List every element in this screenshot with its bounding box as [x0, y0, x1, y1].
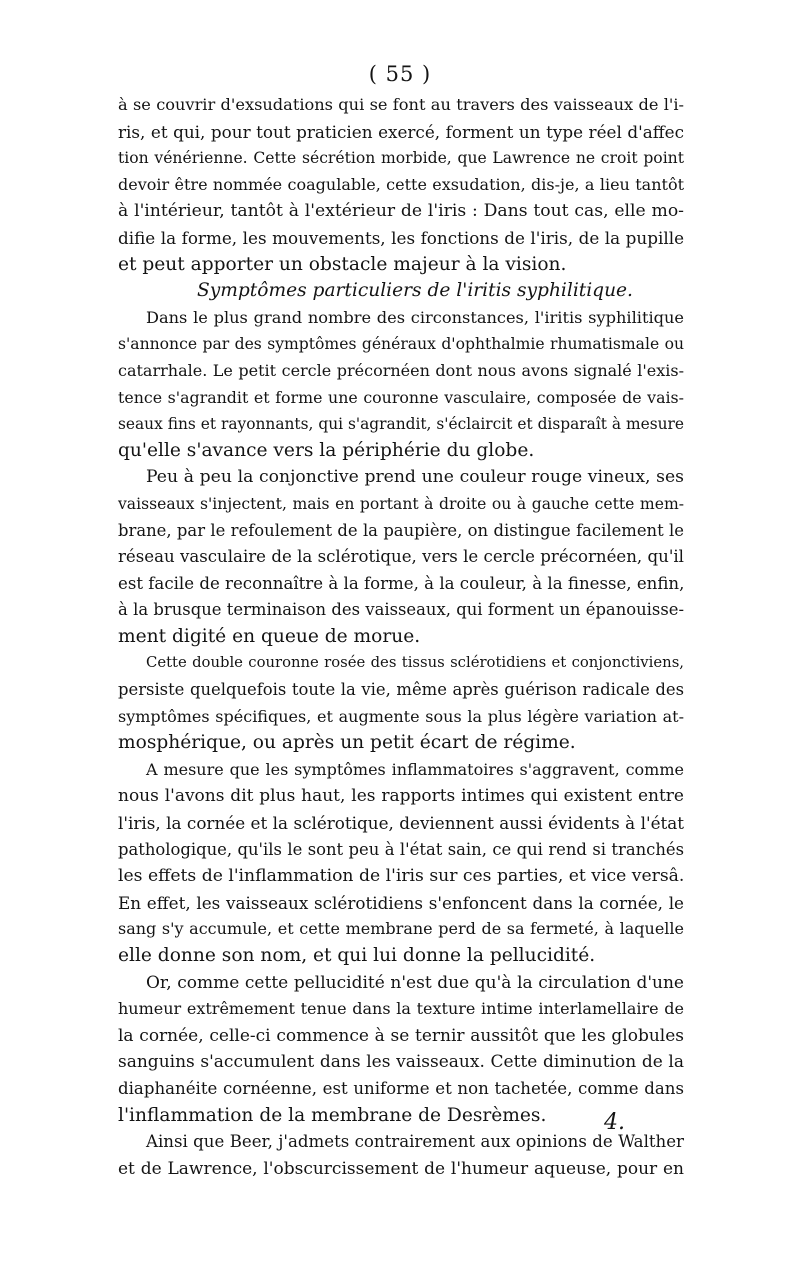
- text-line: les effets de l'inflammation de l'iris sur ces parties, et vice versâ.: [118, 866, 685, 887]
- text-line: à se couvrir d'exsudations qui se font au travers des vaisseaux de l'i-: [118, 95, 684, 114]
- text-line: l'iris, la cornée et la sclérotique, deviennent aussi évidents à l'état: [118, 813, 684, 834]
- text-line: qu'elle s'avance vers la périphérie du globe.: [118, 439, 535, 461]
- text-line: ment digité en queue de morue.: [118, 625, 421, 647]
- text-line: persiste quelquefois toute la vie, même après guérison radicale des: [118, 680, 684, 700]
- text-line: En effet, les vaisseaux sclérotidiens s'enfoncent dans la cornée, le: [118, 892, 684, 913]
- text-line: ris, et qui, pour tout praticien exercé, forment un type réel d'affec: [118, 121, 684, 142]
- text-line: Dans le plus grand nombre des circonstances, l'iritis syphilitique: [146, 307, 684, 327]
- text-line: et peut apporter un obstacle majeur à la vision.: [118, 253, 567, 275]
- text-line: nous l'avons dit plus haut, les rapports intimes qui existent entre: [118, 786, 684, 807]
- text-line: Or, comme cette pellucidité n'est due qu'à la circulation d'une: [146, 972, 684, 993]
- text-line: elle donne son nom, et qui lui donne la pellucidité.: [118, 945, 596, 966]
- text-line: catarrhale. Le petit cercle précornéen dont nous avons signalé l'exis-: [118, 360, 684, 380]
- text-line: A mesure que les symptômes inflammatoires s'aggravent, comme: [146, 759, 684, 779]
- text-line: tence s'agrandit et forme une couronne vasculaire, composée de vais-: [118, 387, 684, 407]
- text-line: symptômes spécifiques, et augmente sous la plus légère variation at-: [118, 706, 684, 726]
- text-line: est facile de reconnaître à la forme, à la couleur, à la finesse, enfin,: [118, 573, 685, 593]
- text-line: à la brusque terminaison des vaisseaux, qui forment un épanouisse-: [118, 600, 684, 620]
- page-number: ( 55 ): [368, 62, 432, 86]
- text-line: à l'intérieur, tantôt à l'extérieur de l'iris : Dans tout cas, elle mo-: [118, 201, 684, 222]
- text-line: difie la forme, les mouvements, les fonctions de l'iris, de la pupille: [118, 227, 684, 248]
- signature-mark: 4.: [604, 1110, 625, 1135]
- text-line: mosphérique, ou après un petit écart de régime.: [118, 732, 576, 754]
- text-line: la cornée, celle-ci commence à se ternir aussitôt que les globules: [118, 1025, 684, 1046]
- text-line: seaux fins et rayonnants, qui s'agrandit, s'éclaircit et disparaît à mesure: [118, 415, 684, 434]
- text-line: tion vénérienne. Cette sécrétion morbide, que Lawrence ne croit point: [118, 149, 684, 168]
- text-line: s'annonce par des symptômes généraux d'ophthalmie rhumatismale ou: [118, 335, 684, 354]
- text-line: humeur extrêmement tenue dans la texture intime interlamellaire de: [118, 999, 684, 1019]
- text-line: vaisseaux s'injectent, mais en portant à droite ou à gauche cette mem-: [118, 494, 684, 513]
- text-line: l'inflammation de la membrane de Desrèmes.: [118, 1104, 547, 1126]
- text-line: Ainsi que Beer, j'admets contrairement aux opinions de Walther: [146, 1132, 684, 1152]
- text-line: réseau vasculaire de la sclérotique, vers le cercle précornéen, qu'il: [118, 547, 684, 567]
- section-heading: Symptômes particuliers de l'iritis syphilitique.: [197, 280, 633, 302]
- text-line: pathologique, qu'ils le sont peu à l'état sain, ce qui rend si tranchés: [118, 839, 684, 859]
- body-text: [118, 92, 684, 1182]
- text-line: et de Lawrence, l'obscurcissement de l'humeur aqueuse, pour en: [118, 1158, 684, 1179]
- text-line: sanguins s'accumulent dans les vaisseaux. Cette diminution de la: [118, 1052, 684, 1073]
- text-line: sang s'y accumule, et cette membrane perd de sa fermeté, à laquelle: [118, 919, 684, 939]
- text-line: diaphanéite cornéenne, est uniforme et non tachetée, comme dans: [118, 1078, 684, 1098]
- text-line: Cette double couronne rosée des tissus sclérotidiens et conjonctiviens,: [146, 654, 684, 672]
- text-line: Peu à peu la conjonctive prend une couleur rouge vineux, ses: [146, 467, 684, 488]
- text-line: devoir être nommée coagulable, cette exsudation, dis-je, a lieu tantôt: [118, 174, 684, 194]
- text-line: brane, par le refoulement de la paupière, on distingue facilement le: [118, 520, 684, 540]
